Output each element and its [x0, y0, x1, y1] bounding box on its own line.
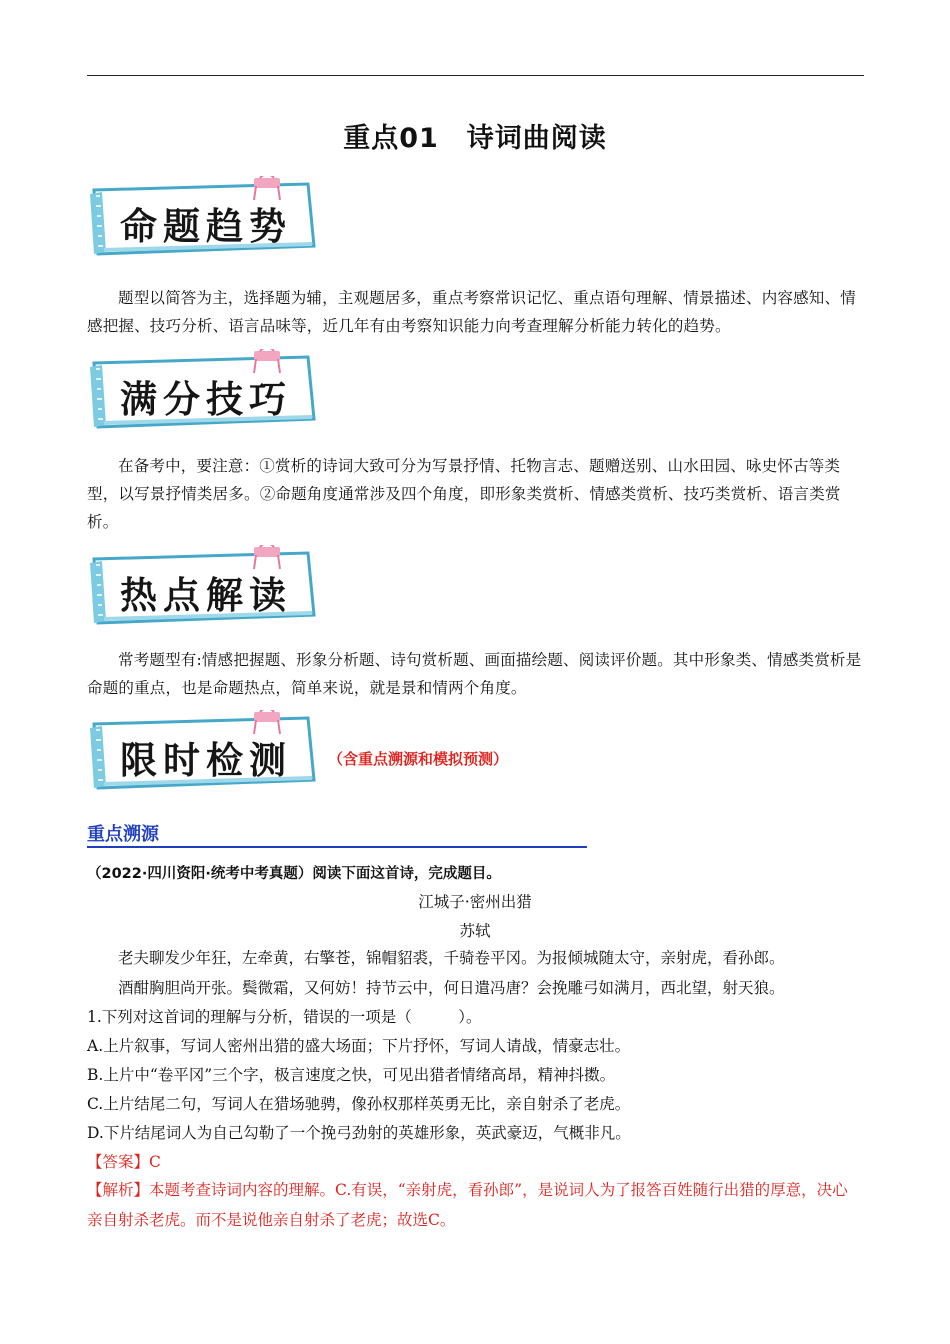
- analysis-text: 本题考查诗词内容的理解。C.有误，“亲射虎，看孙郎”，是说词人为了报答百姓随行出猎的厚意，决心亲自射杀老虎。而不是说他亲自射杀了老虎；故选C。: [87, 1181, 848, 1229]
- section-rule: [87, 846, 587, 848]
- question-source: （2022·四川资阳·统考中考真题）阅读下面这首诗，完成题目。: [87, 866, 501, 882]
- answer-value: C: [149, 1153, 161, 1171]
- poem-author: 苏轼: [459, 922, 491, 940]
- paragraph-skills: 在备考中，要注意：①赏析的诗词大致可分为写景抒情、托物言志、题赠送别、山水田园、咏史怀古等类型，以写景抒情类居多。②命题角度通常涉及四个角度，即形象类赏析、情感类赏析、技巧类赏析、语言类赏析。: [87, 457, 841, 531]
- header-rule: [87, 75, 864, 76]
- answer-line: [87, 1148, 862, 1176]
- paragraph-hot: 常考题型有:情感把握题、形象分析题、诗句赏析题、画面描绘题、阅读评价题。其中形象类、情感类赏析是命题的重点，也是命题热点，简单来说，就是景和情两个角度。: [87, 651, 862, 697]
- option-a: A.上片叙事，写词人密州出猎的盛大场面；下片抒怀，写词人请战，情豪志壮。: [87, 1037, 631, 1055]
- banner-skills: [86, 349, 316, 431]
- banner-hot: [86, 545, 316, 627]
- option-d: D.下片结尾词人为自己勾勒了一个挽弓劲射的英雄形象，英武豪迈，气概非凡。: [87, 1124, 631, 1142]
- banner-label: 热点解读: [120, 574, 292, 617]
- page-title: 重点01 诗词曲阅读: [343, 123, 607, 154]
- poem-line: 老夫聊发少年狂，左牵黄，右擎苍，锦帽貂裘，千骑卷平冈。为报倾城随太守，亲射虎，看孙郎。: [118, 949, 785, 967]
- test-note: （含重点溯源和模拟预测）: [328, 750, 509, 768]
- banner-test: [86, 710, 316, 792]
- question-stem: 1.下列对这首词的理解与分析，错误的一项是（ ）。: [87, 1008, 482, 1026]
- banner-label: 限时检测: [120, 739, 292, 782]
- analysis-block: [87, 1175, 862, 1235]
- option-c: C.上片结尾二句，写词人在猎场驰骋，像孙权那样英勇无比，亲自射杀了老虎。: [87, 1095, 631, 1113]
- paragraph-trend: 题型以简答为主，选择题为辅，主观题居多，重点考察常识记忆、重点语句理解、情景描述、内容感知、情感把握、技巧分析、语言品味等，近几年有由考察知识能力向考查理解分析能力转化的趋势。: [87, 289, 856, 335]
- poem-title: 江城子·密州出猎: [418, 893, 532, 911]
- banner-trend: [86, 176, 316, 258]
- analysis-label: 【解析】: [87, 1181, 150, 1199]
- option-b: B.上片中“卷平冈”三个字，极言速度之快，可见出猎者情绪高昂，精神抖擞。: [87, 1066, 616, 1084]
- poem-line: 酒酣胸胆尚开张。鬓微霜，又何妨！持节云中，何日遣冯唐？会挽雕弓如满月，西北望，射天狼。: [118, 979, 785, 997]
- banner-label: 满分技巧: [120, 378, 292, 421]
- banner-label: 命题趋势: [120, 205, 292, 248]
- answer-label: 【答案】: [87, 1153, 150, 1171]
- section-heading: 重点溯源: [87, 824, 159, 845]
